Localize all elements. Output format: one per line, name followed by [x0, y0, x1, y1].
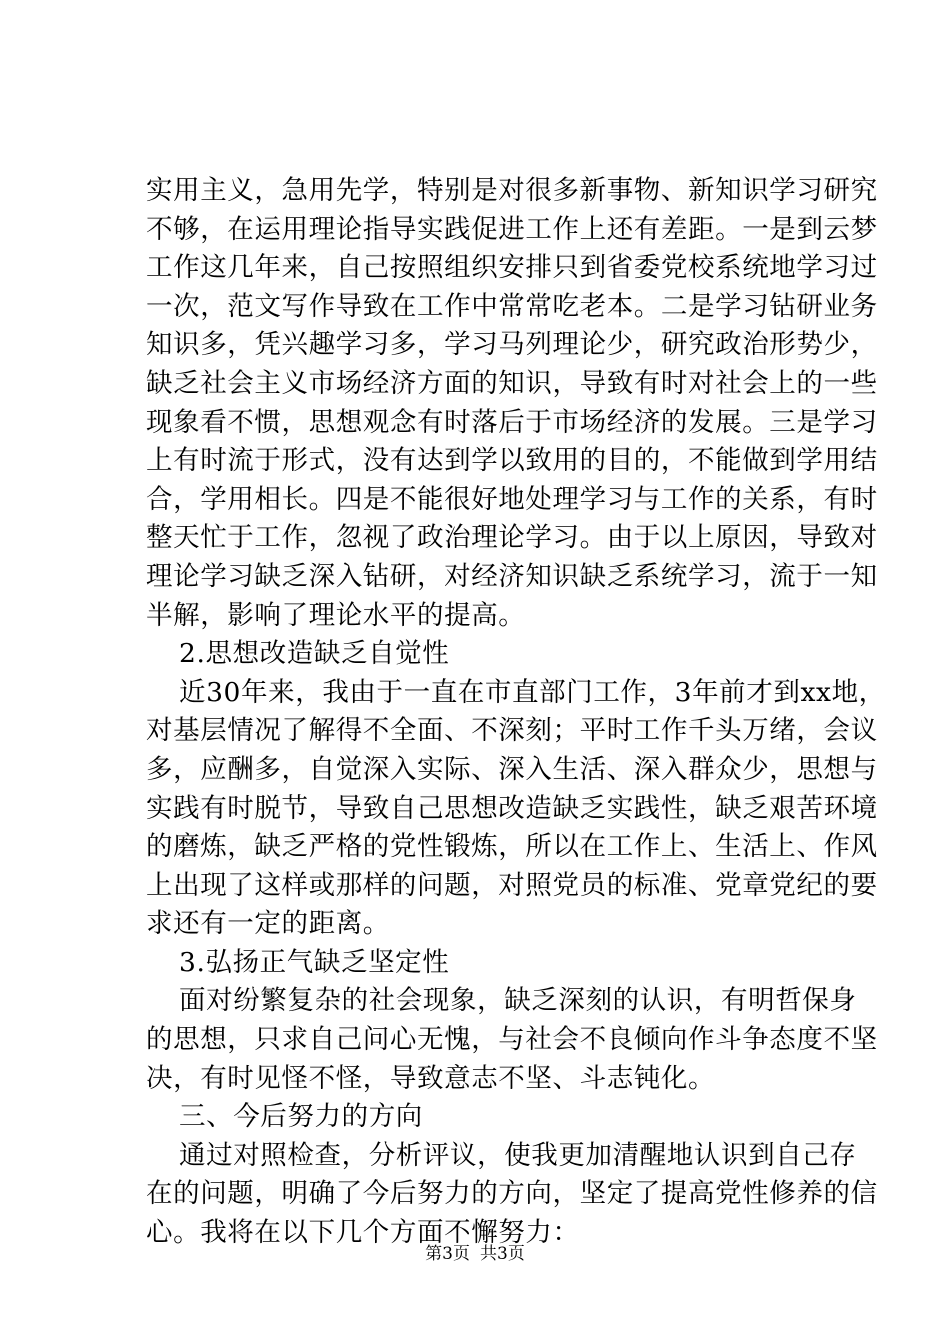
text-line: 理论学习缺乏深入钻研，对经济知识缺乏系统学习，流于一知: [146, 560, 878, 592]
text-line: 的磨炼，缺乏严格的党性锻炼，所以在工作上、生活上、作风: [146, 831, 878, 863]
text-line: 求还有一定的距离。: [146, 908, 390, 940]
text-line: 实用主义，急用先学，特别是对很多新事物、新知识学习研究: [146, 175, 878, 206]
text-line: 一次，范文写作导致在工作中常常吃老本。二是学习钻研业务: [146, 290, 878, 322]
subheading: [146, 944, 826, 983]
text-line: 近30年来，我由于一直在市直部门工作，3年前才到xx地，: [179, 676, 886, 708]
text-line: 上有时流于形式，没有达到学以致用的目的，不能做到学用结: [146, 445, 878, 477]
text-line: 缺乏社会主义市场经济方面的知识，导致有时对社会上的一些: [146, 367, 878, 399]
text-line: 决，有时见怪不怪，导致意志不坚、斗志钝化。: [146, 1062, 716, 1094]
text-line: 对基层情况了解得不全面、不深刻；平时工作千头万绪，会议: [146, 715, 878, 747]
text-line: 多，应酬多，自觉深入实际、深入生活、深入群众少，思想与: [146, 753, 878, 785]
document-body: [146, 172, 886, 1253]
page-footer: [0, 1243, 950, 1265]
text-line: 在的问题，明确了今后努力的方向，坚定了提高党性修养的信: [146, 1178, 878, 1210]
text-line: 心。我将在以下几个方面不懈努力：: [146, 1217, 580, 1249]
subheading-text: 3.弘扬正气缺乏坚定性: [179, 946, 450, 978]
subheading: [146, 635, 826, 674]
text-line: 面对纷繁复杂的社会现象，缺乏深刻的认识，有明哲保身: [179, 985, 857, 1017]
subheading-text: 2.思想改造缺乏自觉性: [179, 638, 450, 670]
text-line: 通过对照检查，分析评议，使我更加清醒地认识到自己存: [179, 1139, 857, 1171]
paragraph: [146, 172, 878, 635]
text-line: 现象看不惯，思想观念有时落后于市场经济的发展。三是学习: [146, 406, 878, 438]
text-line: 知识多，凭兴趣学习多，学习马列理论少，研究政治形势少，: [146, 329, 878, 361]
text-line: 整天忙于工作，忽视了政治理论学习。由于以上原因，导致对: [146, 522, 878, 554]
paragraph: [146, 1137, 878, 1253]
text-line: 合，学用相长。四是不能很好地处理学习与工作的关系，有时: [146, 483, 878, 515]
section-heading-text: 三、今后努力的方向: [179, 1101, 423, 1133]
paragraph: [146, 982, 878, 1098]
text-line: 的思想，只求自己问心无愧，与社会不良倾向作斗争态度不坚: [146, 1024, 878, 1056]
text-line: 工作这几年来，自己按照组织安排只到省委党校系统地学习过: [146, 252, 878, 284]
section-heading: [146, 1098, 826, 1137]
text-line: 上出现了这样或那样的问题，对照党员的标准、党章党纪的要: [146, 869, 878, 901]
page-total: 共3页: [480, 1244, 525, 1264]
text-line: 不够，在运用理论指导实践促进工作上还有差距。一是到云梦: [146, 213, 878, 245]
text-line: 实践有时脱节，导致自己思想改造缺乏实践性，缺乏艰苦环境: [146, 792, 878, 824]
paragraph: [146, 674, 886, 944]
page-number: 第3页: [425, 1244, 470, 1264]
text-line: 半解，影响了理论水平的提高。: [146, 599, 526, 631]
